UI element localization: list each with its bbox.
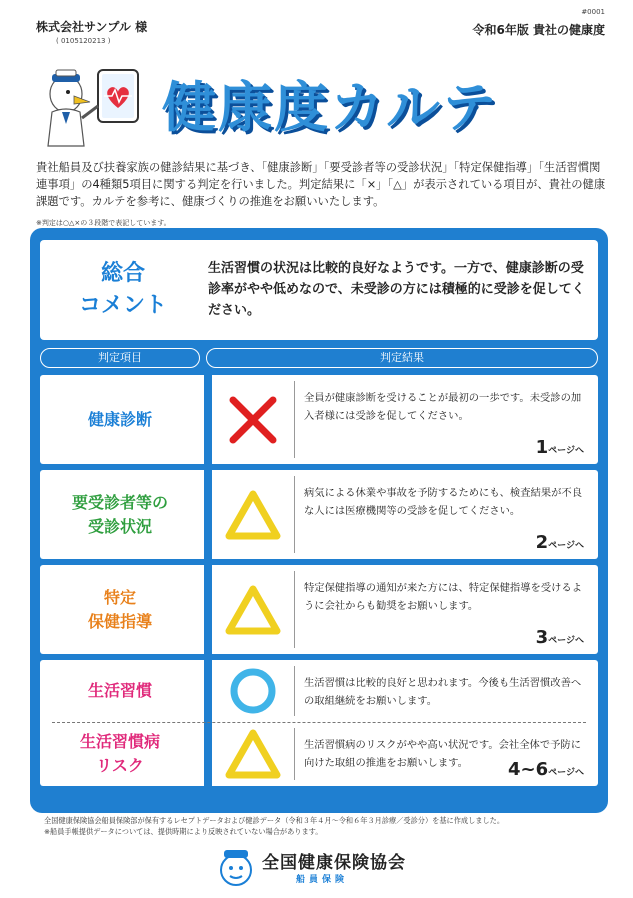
header-right: [472, 8, 605, 38]
page-link[interactable]: 1ページへ: [535, 437, 584, 458]
result-row: [40, 470, 598, 559]
mascot-illustration: [38, 62, 148, 152]
organization-division: 船員保険: [296, 875, 349, 885]
organization-name: 全国健康保険協会: [262, 853, 406, 873]
judgment-result-text: 全員が健康診断を受けることが最初の一歩です。未受診の加入者様には受診を促してください。: [304, 392, 582, 422]
column-header-item: 判定項目: [40, 348, 200, 368]
mark-divider: [294, 728, 295, 780]
column-divider: [204, 660, 212, 722]
footer-notes: [44, 815, 504, 837]
mark-divider: [294, 666, 295, 716]
row-separator: [52, 722, 586, 723]
triangle-mark-icon: [216, 722, 290, 786]
result-row: [40, 660, 598, 722]
judgment-item: 生活習慣: [87, 681, 152, 700]
result-row: [40, 722, 598, 786]
company-code: ( 0105120213 ): [56, 37, 111, 45]
page-title: 健康度カルテ: [162, 76, 498, 139]
judgment-result-text: 病気による休業や事故を予防するためにも、検査結果が不良な人には医療機関等の受診を促してください。: [304, 487, 583, 517]
column-divider: [204, 470, 212, 559]
column-divider: [204, 565, 212, 654]
column-header-result: 判定結果: [206, 348, 598, 368]
triangle-mark-icon: [216, 565, 290, 654]
overall-comment: [40, 240, 598, 340]
overall-comment-text: 生活習慣の状況は比較的良好なようです。一方で、健康診断の受診率がやや低めなので、未受診の方には積極的に受診を促してください。: [208, 261, 585, 318]
result-row: [40, 565, 598, 654]
page-link[interactable]: 4~6ページへ: [508, 759, 584, 780]
page-link[interactable]: 2ページへ: [535, 532, 584, 553]
mark-divider: [294, 476, 295, 553]
page-link[interactable]: 3ページへ: [535, 627, 584, 648]
company-name: 株式会社サンプル 様: [36, 20, 148, 34]
triangle-mark-icon: [216, 470, 290, 559]
intro-text: 貴社船員及び扶養家族の健診結果に基づき、「健康診断」「要受診者等の受診状況」「特定保健指導」「生活習慣関連事項」の4種類5項目に関する判定を行いました。判定結果に「×」「△」が表示されている項目が、貴社の健康課題です。カルテを参考に、健康づくりの推進をお願いいたします。: [36, 161, 606, 208]
column-divider: [204, 722, 212, 786]
organization-logo: [216, 842, 436, 892]
circle-mark-icon: [216, 660, 290, 722]
karte-panel: [30, 228, 608, 813]
rating-note: ※判定は○△×の３段階で表記しています。: [36, 219, 171, 227]
issue-title: 令和6年版 貴社の健康度: [472, 23, 605, 37]
footer-source: 全国健康保険協会船員保険部が保有するレセプトデータおよび健診データ（令和３年４月～令和６年３月診療／受診分）を基に作成しました。: [44, 816, 505, 825]
cross-mark-icon: [216, 375, 290, 464]
judgment-item: 健康診断: [87, 409, 152, 429]
footer-caveat: ※船員手帳提供データについては、提供時期により反映されていない場合があります。: [44, 827, 323, 836]
judgment-item: 特定 保健指導: [87, 587, 152, 631]
column-divider: [204, 375, 212, 464]
logo-mascot-icon: [216, 844, 256, 888]
mark-divider: [294, 381, 295, 458]
judgment-result-text: 生活習慣は比較的良好と思われます。今後も生活習慣改善への取組継続をお願いします。: [304, 677, 582, 707]
judgment-result-text: 特定保健指導の通知が来た方には、特定保健指導を受けるように会社からも勧奨をお願いします。: [304, 582, 583, 612]
judgment-result-text: 生活習慣病のリスクがやや高い状況です。会社全体で予防に向けた取組の推進をお願いします。: [304, 739, 581, 769]
overall-comment-label: 総合 コメント: [78, 261, 167, 318]
document-number: #0001: [581, 8, 605, 16]
header-left: [36, 18, 147, 45]
result-row: [40, 375, 598, 464]
judgment-item: 生活習慣病 リスク: [79, 732, 160, 775]
mark-divider: [294, 571, 295, 648]
judgment-item: 要受診者等の 受診状況: [71, 492, 168, 536]
